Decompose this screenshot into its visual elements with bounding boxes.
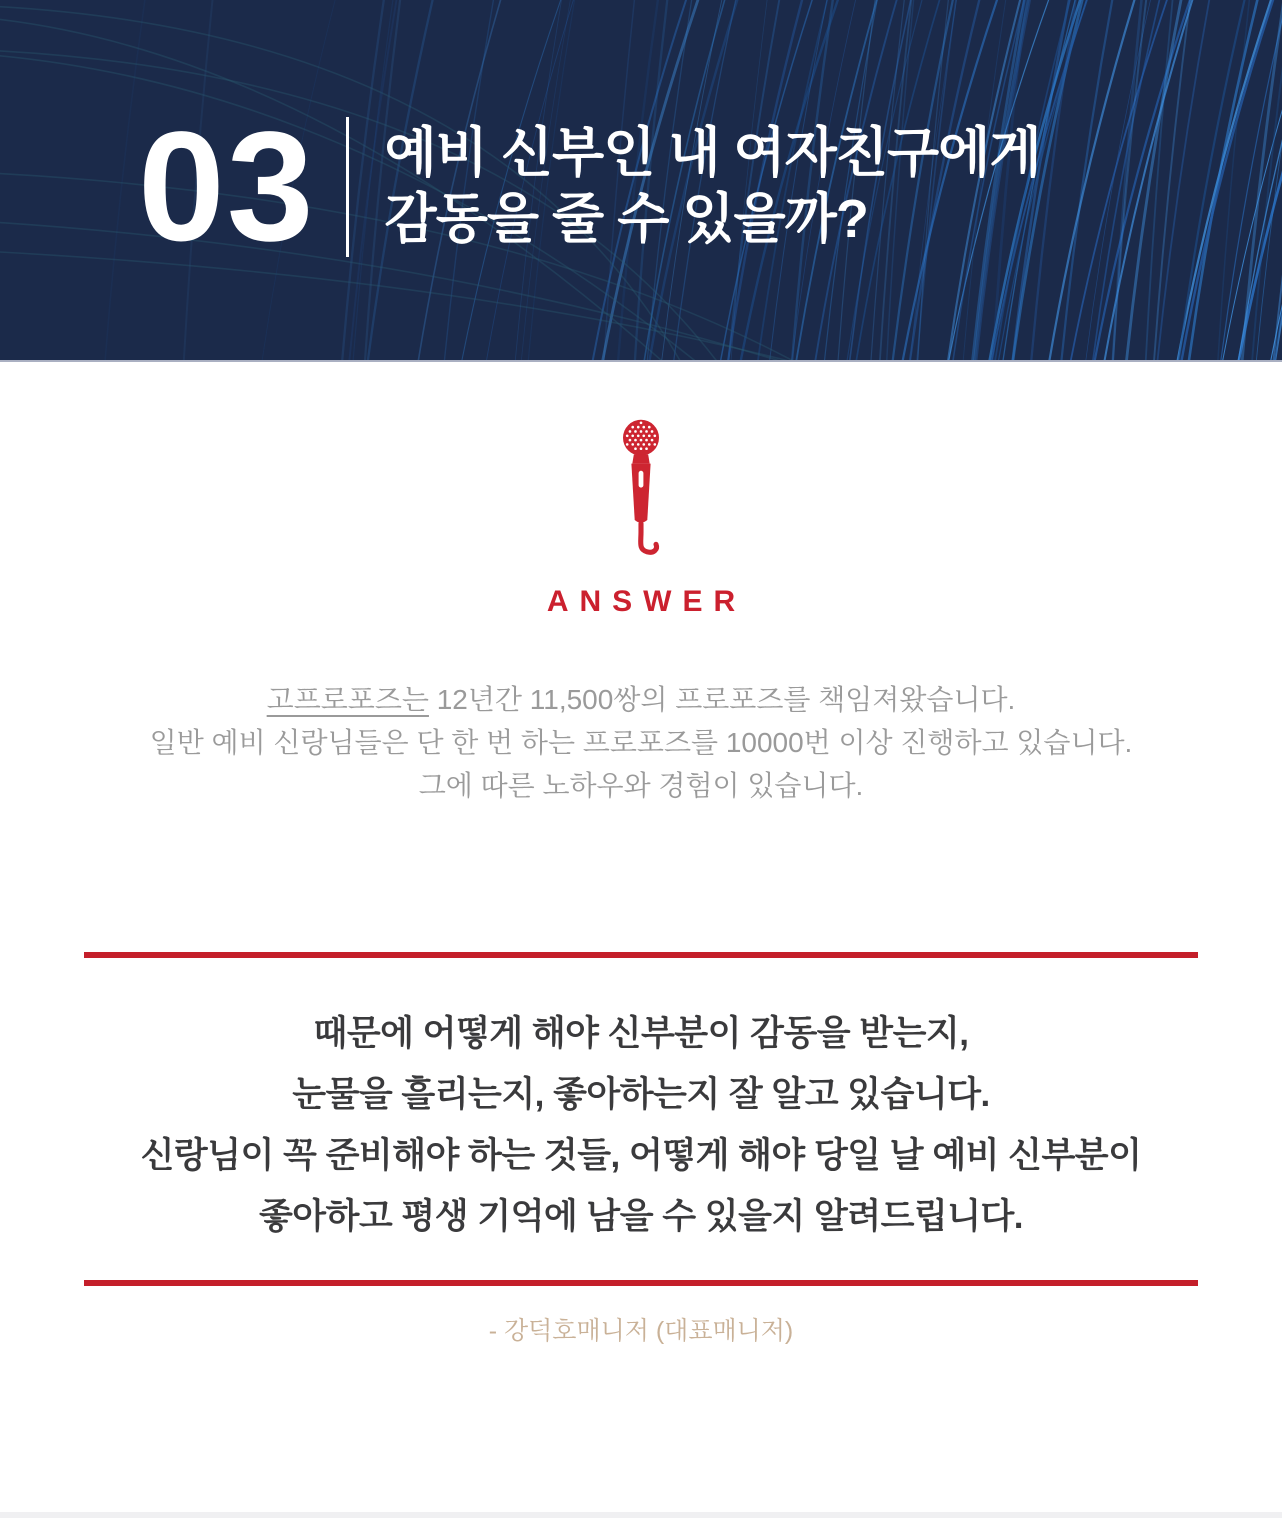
attribution-text: - 강덕호매니저 (대표매니저) <box>488 1317 794 1345</box>
red-divider-top <box>84 952 1198 958</box>
answer-label: ANSWER <box>546 585 747 618</box>
header-content <box>0 0 1282 360</box>
section-title <box>385 121 1041 253</box>
header-banner <box>0 0 1282 362</box>
quote-line1: 때문에 어떻게 해야 신부분이 감동을 받는지, <box>313 1014 969 1053</box>
red-divider-bottom <box>84 1280 1198 1286</box>
quote-line3: 신랑님이 꼭 준비해야 하는 것들, 어떻게 해야 당일 날 예비 신부분이 <box>140 1136 1142 1175</box>
section-number: 03 <box>138 100 316 274</box>
quote-block <box>0 1003 1282 1247</box>
footer-edge-strip <box>0 1512 1282 1518</box>
brand-name: 고프로포즈는 <box>266 684 429 715</box>
intro-line2: 일반 예비 신랑님들은 단 한 번 하는 프로포즈를 10000번 이상 진행하고 있습니다. <box>149 727 1133 758</box>
intro-paragraph <box>0 678 1282 807</box>
section-title-line1: 예비 신부인 내 여자친구에게 <box>384 123 1041 184</box>
intro-line1 <box>0 678 1282 721</box>
section-title-line2: 감동을 줄 수 있을까? <box>384 189 868 249</box>
answer-section <box>0 362 1282 620</box>
header-divider-line <box>346 117 349 257</box>
quote-line2: 눈물을 흘리는지, 좋아하는지 잘 알고 있습니다. <box>292 1075 990 1114</box>
microphone-icon <box>611 418 671 559</box>
intro-line3: 그에 따른 노하우와 경험이 있습니다. <box>418 770 864 801</box>
quote-line4: 좋아하고 평생 기억에 남을 수 있을지 알려드립니다. <box>258 1197 1024 1236</box>
intro-line1-rest: 12년간 11,500쌍의 프로포즈를 책임져왔습니다. <box>428 684 1016 715</box>
